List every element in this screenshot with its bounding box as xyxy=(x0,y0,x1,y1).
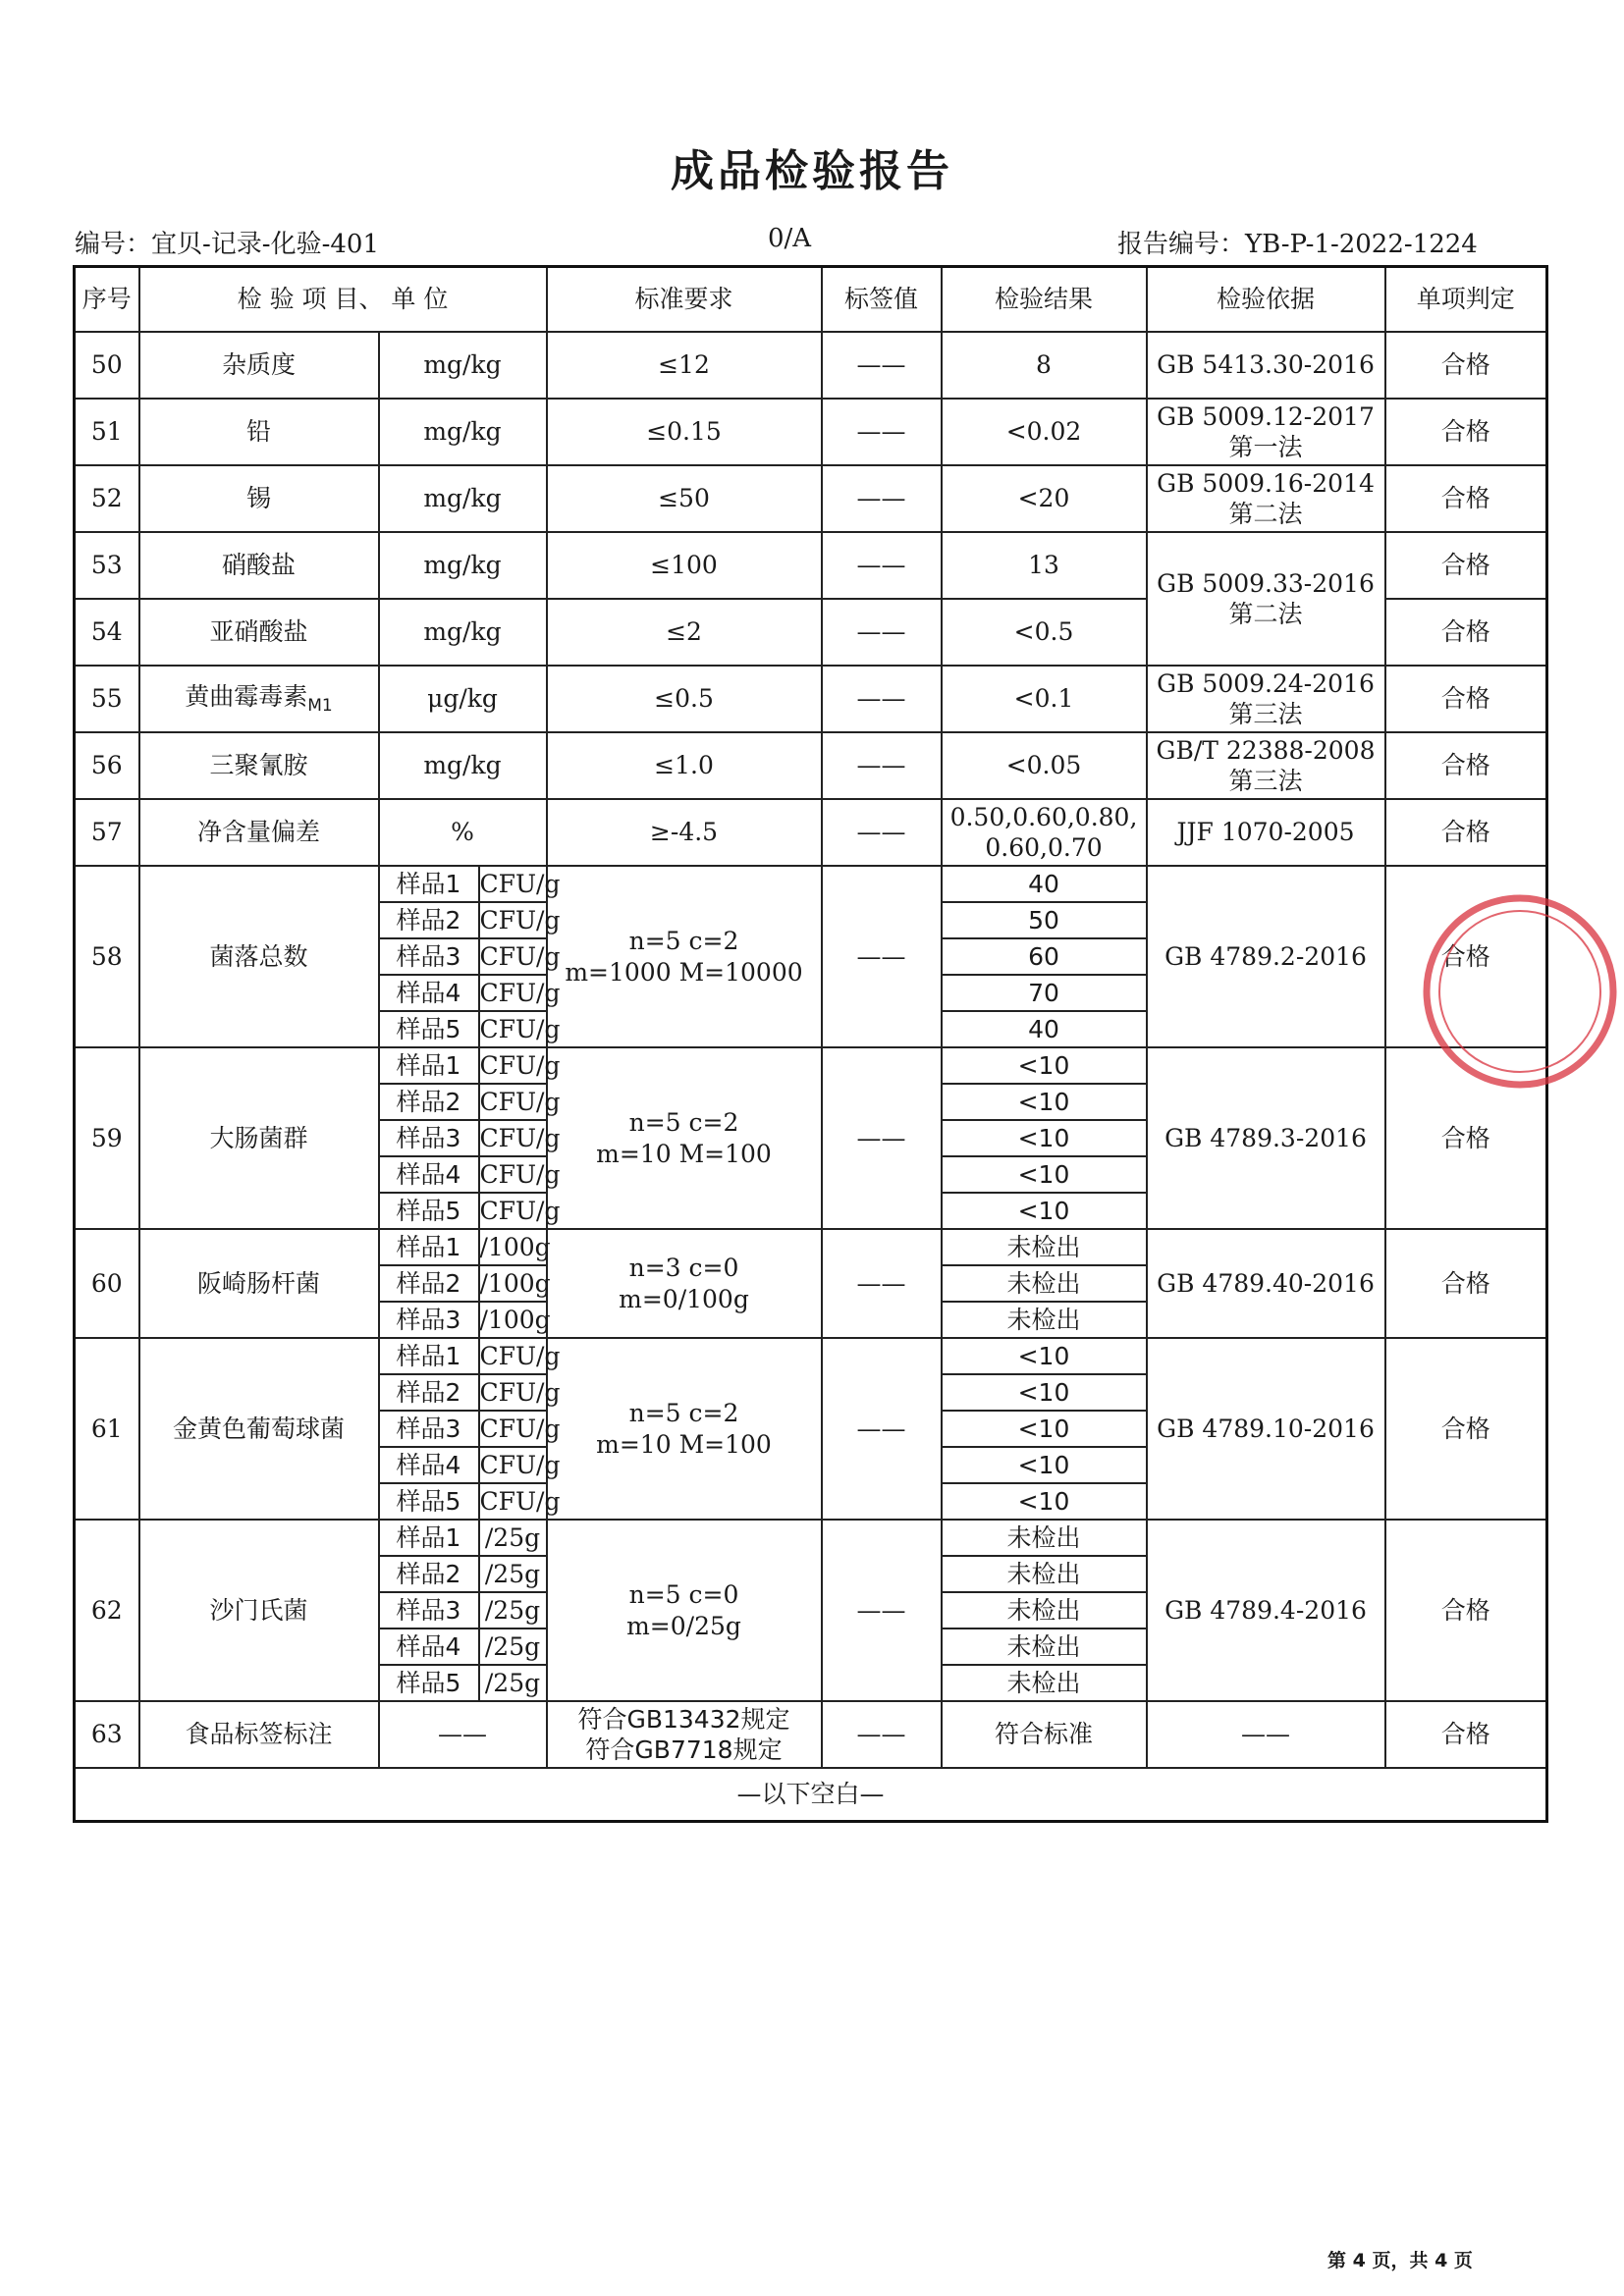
sample-unit: /25g xyxy=(479,1520,547,1556)
record-number: 编号：宜贝-记录-化验-401 xyxy=(75,230,379,259)
sample-unit: CFU/g xyxy=(479,975,547,1011)
sample-row xyxy=(75,866,1547,902)
sample-unit: /100g xyxy=(479,1229,547,1265)
unit-cell: μg/kg xyxy=(379,666,547,732)
standard-cell: n=5 c=2 m=10 M=100 xyxy=(547,1338,822,1520)
sample-label: 样品4 xyxy=(379,1447,479,1483)
item-subscript: M1 xyxy=(307,695,333,716)
basis-cell: GB 5413.30-2016 xyxy=(1147,332,1385,399)
result-cell: <20 xyxy=(942,465,1147,532)
basis-cell: GB 5009.16-2014 第二法 xyxy=(1147,465,1385,532)
item-name: 阪崎肠杆菌 xyxy=(139,1229,379,1338)
sample-label: 样品2 xyxy=(379,1374,479,1411)
sample-result: 未检出 xyxy=(942,1265,1147,1302)
sample-row xyxy=(75,1520,1547,1556)
label-value-cell: —— xyxy=(822,1701,942,1768)
sample-label: 样品2 xyxy=(379,1265,479,1302)
sample-result: 40 xyxy=(942,1011,1147,1047)
sample-label: 样品1 xyxy=(379,1520,479,1556)
sample-result: <10 xyxy=(942,1447,1147,1483)
standard-cell: 符合GB13432规定 符合GB7718规定 xyxy=(547,1701,822,1768)
unit-cell: —— xyxy=(379,1701,547,1768)
seq-cell: 54 xyxy=(75,599,139,666)
inspection-table xyxy=(73,265,1548,1823)
col-label-value: 标签值 xyxy=(822,267,942,333)
item-name: 杂质度 xyxy=(139,332,379,399)
table-row xyxy=(75,799,1547,866)
item-name: 菌落总数 xyxy=(139,866,379,1047)
label-value-cell: —— xyxy=(822,332,942,399)
standard-cell: n=5 c=0 m=0/25g xyxy=(547,1520,822,1701)
sample-label: 样品4 xyxy=(379,1156,479,1193)
sample-result: 未检出 xyxy=(942,1229,1147,1265)
seq-cell: 63 xyxy=(75,1701,139,1768)
sample-row xyxy=(75,1338,1547,1374)
sample-unit: /25g xyxy=(479,1629,547,1665)
sample-unit: CFU/g xyxy=(479,902,547,938)
unit-cell: mg/kg xyxy=(379,599,547,666)
sample-unit: /25g xyxy=(479,1592,547,1629)
sample-label: 样品5 xyxy=(379,1665,479,1701)
item-name: 黄曲霉毒素$_{M1}$ xyxy=(139,666,379,732)
item-name: 硝酸盐 xyxy=(139,532,379,599)
sample-result: <10 xyxy=(942,1374,1147,1411)
sample-result: <10 xyxy=(942,1483,1147,1520)
seq-cell: 53 xyxy=(75,532,139,599)
seq-cell: 50 xyxy=(75,332,139,399)
sample-result: 未检出 xyxy=(942,1665,1147,1701)
basis-cell: GB/T 22388-2008 第三法 xyxy=(1147,732,1385,799)
judgment-cell: 合格 xyxy=(1385,1520,1547,1701)
sample-result: 60 xyxy=(942,938,1147,975)
sample-unit: CFU/g xyxy=(479,1193,547,1229)
col-basis: 检验依据 xyxy=(1147,267,1385,333)
sample-unit: /100g xyxy=(479,1265,547,1302)
standard-cell: ≤50 xyxy=(547,465,822,532)
sample-label: 样品2 xyxy=(379,902,479,938)
label-value-cell: —— xyxy=(822,1229,942,1338)
result-cell: 13 xyxy=(942,532,1147,599)
judgment-cell: 合格 xyxy=(1385,1338,1547,1520)
basis-cell: GB 4789.4-2016 xyxy=(1147,1520,1385,1701)
judgment-cell: 合格 xyxy=(1385,666,1547,732)
label-value-cell: —— xyxy=(822,1047,942,1229)
sample-unit: CFU/g xyxy=(479,1120,547,1156)
sample-result: <10 xyxy=(942,1156,1147,1193)
standard-cell: ≥-4.5 xyxy=(547,799,822,866)
report-title: 成品检验报告 xyxy=(671,146,953,196)
judgment-cell: 合格 xyxy=(1385,1047,1547,1229)
unit-cell: mg/kg xyxy=(379,332,547,399)
unit-cell: mg/kg xyxy=(379,465,547,532)
standard-cell: n=5 c=2 m=10 M=100 xyxy=(547,1047,822,1229)
basis-cell: GB 5009.33-2016 第二法 xyxy=(1147,532,1385,666)
seq-cell: 58 xyxy=(75,866,139,1047)
standard-cell: n=3 c=0 m=0/100g xyxy=(547,1229,822,1338)
basis-cell: GB 5009.24-2016 第三法 xyxy=(1147,666,1385,732)
sample-unit: /100g xyxy=(479,1302,547,1338)
sample-label: 样品4 xyxy=(379,975,479,1011)
basis-cell: GB 4789.40-2016 xyxy=(1147,1229,1385,1338)
result-cell: <0.5 xyxy=(942,599,1147,666)
sample-unit: CFU/g xyxy=(479,1156,547,1193)
judgment-cell: 合格 xyxy=(1385,1229,1547,1338)
basis-cell: —— xyxy=(1147,1701,1385,1768)
sample-label: 样品1 xyxy=(379,1338,479,1374)
sample-label: 样品5 xyxy=(379,1193,479,1229)
seq-cell: 56 xyxy=(75,732,139,799)
sample-result: 50 xyxy=(942,902,1147,938)
standard-cell: ≤0.15 xyxy=(547,399,822,465)
judgment-cell: 合格 xyxy=(1385,732,1547,799)
label-value-cell: —— xyxy=(822,666,942,732)
header-row xyxy=(75,267,1547,333)
item-name: 沙门氏菌 xyxy=(139,1520,379,1701)
unit-cell: mg/kg xyxy=(379,532,547,599)
sample-unit: CFU/g xyxy=(479,866,547,902)
table-row xyxy=(75,666,1547,732)
sample-label: 样品3 xyxy=(379,1120,479,1156)
version: 0/A xyxy=(768,224,812,253)
seq-cell: 59 xyxy=(75,1047,139,1229)
col-standard: 标准要求 xyxy=(547,267,822,333)
item-name: 亚硝酸盐 xyxy=(139,599,379,666)
table-row xyxy=(75,399,1547,465)
judgment-cell: 合格 xyxy=(1385,332,1547,399)
unit-cell: mg/kg xyxy=(379,399,547,465)
unit-cell: mg/kg xyxy=(379,732,547,799)
label-value-cell: —— xyxy=(822,1520,942,1701)
standard-cell: ≤100 xyxy=(547,532,822,599)
blank-note: —以下空白— xyxy=(75,1768,1547,1822)
result-cell: <0.02 xyxy=(942,399,1147,465)
judgment-cell: 合格 xyxy=(1385,465,1547,532)
sample-label: 样品5 xyxy=(379,1011,479,1047)
judgment-cell: 合格 xyxy=(1385,799,1547,866)
label-value-cell: —— xyxy=(822,1338,942,1520)
sample-label: 样品2 xyxy=(379,1556,479,1592)
standard-cell: n=5 c=2 m=1000 M=10000 xyxy=(547,866,822,1047)
label-value-cell: —— xyxy=(822,866,942,1047)
item-name: 食品标签标注 xyxy=(139,1701,379,1768)
sample-result: <10 xyxy=(942,1338,1147,1374)
item-name: 金黄色葡萄球菌 xyxy=(139,1338,379,1520)
table-row xyxy=(75,1701,1547,1768)
sample-label: 样品4 xyxy=(379,1629,479,1665)
sample-result: <10 xyxy=(942,1193,1147,1229)
sample-row xyxy=(75,1047,1547,1084)
item-name: 大肠菌群 xyxy=(139,1047,379,1229)
sample-unit: CFU/g xyxy=(479,1338,547,1374)
footer-row xyxy=(75,1768,1547,1822)
standard-cell: ≤0.5 xyxy=(547,666,822,732)
sample-label: 样品3 xyxy=(379,938,479,975)
judgment-cell: 合格 xyxy=(1385,599,1547,666)
sample-unit: /25g xyxy=(479,1556,547,1592)
sample-result: 未检出 xyxy=(942,1629,1147,1665)
sample-unit: CFU/g xyxy=(479,938,547,975)
col-result: 检验结果 xyxy=(942,267,1147,333)
result-cell: 0.50,0.60,0.80, 0.60,0.70 xyxy=(942,799,1147,866)
sample-result: 未检出 xyxy=(942,1556,1147,1592)
label-value-cell: —— xyxy=(822,465,942,532)
label-value-cell: —— xyxy=(822,599,942,666)
sample-result: 未检出 xyxy=(942,1592,1147,1629)
unit-cell: % xyxy=(379,799,547,866)
sample-unit: CFU/g xyxy=(479,1447,547,1483)
sample-unit: CFU/g xyxy=(479,1374,547,1411)
report-number: 报告编号：YB-P-1-2022-1224 xyxy=(1117,230,1478,259)
sample-result: <10 xyxy=(942,1411,1147,1447)
item-name: 净含量偏差 xyxy=(139,799,379,866)
table-row xyxy=(75,532,1547,599)
sample-result: 40 xyxy=(942,866,1147,902)
sample-label: 样品1 xyxy=(379,1229,479,1265)
judgment-cell: 合格 xyxy=(1385,866,1547,1047)
seq-cell: 60 xyxy=(75,1229,139,1338)
col-seq: 序号 xyxy=(75,267,139,333)
standard-cell: ≤2 xyxy=(547,599,822,666)
item-name: 三聚氰胺 xyxy=(139,732,379,799)
sample-result: <10 xyxy=(942,1047,1147,1084)
table-row xyxy=(75,332,1547,399)
sample-label: 样品1 xyxy=(379,866,479,902)
seq-cell: 61 xyxy=(75,1338,139,1520)
sample-unit: CFU/g xyxy=(479,1411,547,1447)
seq-cell: 57 xyxy=(75,799,139,866)
judgment-cell: 合格 xyxy=(1385,1701,1547,1768)
sample-label: 样品5 xyxy=(379,1483,479,1520)
sample-unit: CFU/g xyxy=(479,1047,547,1084)
result-cell: <0.05 xyxy=(942,732,1147,799)
sample-label: 样品2 xyxy=(379,1084,479,1120)
sample-row xyxy=(75,1229,1547,1265)
judgment-cell: 合格 xyxy=(1385,399,1547,465)
page-indicator: 第 4 页，共 4 页 xyxy=(1327,2250,1473,2271)
sample-result: 未检出 xyxy=(942,1520,1147,1556)
basis-cell: GB 5009.12-2017 第一法 xyxy=(1147,399,1385,465)
result-cell: 8 xyxy=(942,332,1147,399)
seq-cell: 55 xyxy=(75,666,139,732)
sample-label: 样品3 xyxy=(379,1411,479,1447)
standard-cell: ≤1.0 xyxy=(547,732,822,799)
sample-unit: /25g xyxy=(479,1665,547,1701)
sample-result: 未检出 xyxy=(942,1302,1147,1338)
sample-label: 样品1 xyxy=(379,1047,479,1084)
sample-result: <10 xyxy=(942,1084,1147,1120)
label-value-cell: —— xyxy=(822,732,942,799)
sample-unit: CFU/g xyxy=(479,1483,547,1520)
label-value-cell: —— xyxy=(822,799,942,866)
item-name: 铅 xyxy=(139,399,379,465)
label-value-cell: —— xyxy=(822,532,942,599)
sample-unit: CFU/g xyxy=(479,1084,547,1120)
sample-result: <10 xyxy=(942,1120,1147,1156)
sample-label: 样品3 xyxy=(379,1302,479,1338)
basis-cell: GB 4789.10-2016 xyxy=(1147,1338,1385,1520)
table-row xyxy=(75,732,1547,799)
col-item-unit: 检 验 项 目、 单 位 xyxy=(139,267,547,333)
item-name: 锡 xyxy=(139,465,379,532)
result-cell: <0.1 xyxy=(942,666,1147,732)
sample-result: 70 xyxy=(942,975,1147,1011)
basis-cell: GB 4789.2-2016 xyxy=(1147,866,1385,1047)
seq-cell: 62 xyxy=(75,1520,139,1701)
label-value-cell: —— xyxy=(822,399,942,465)
sample-label: 样品3 xyxy=(379,1592,479,1629)
table-row xyxy=(75,465,1547,532)
result-cell: 符合标准 xyxy=(942,1701,1147,1768)
seq-cell: 52 xyxy=(75,465,139,532)
basis-cell: GB 4789.3-2016 xyxy=(1147,1047,1385,1229)
sample-unit: CFU/g xyxy=(479,1011,547,1047)
standard-cell: ≤12 xyxy=(547,332,822,399)
col-judgment: 单项判定 xyxy=(1385,267,1547,333)
basis-cell: JJF 1070-2005 xyxy=(1147,799,1385,866)
judgment-cell: 合格 xyxy=(1385,532,1547,599)
seq-cell: 51 xyxy=(75,399,139,465)
